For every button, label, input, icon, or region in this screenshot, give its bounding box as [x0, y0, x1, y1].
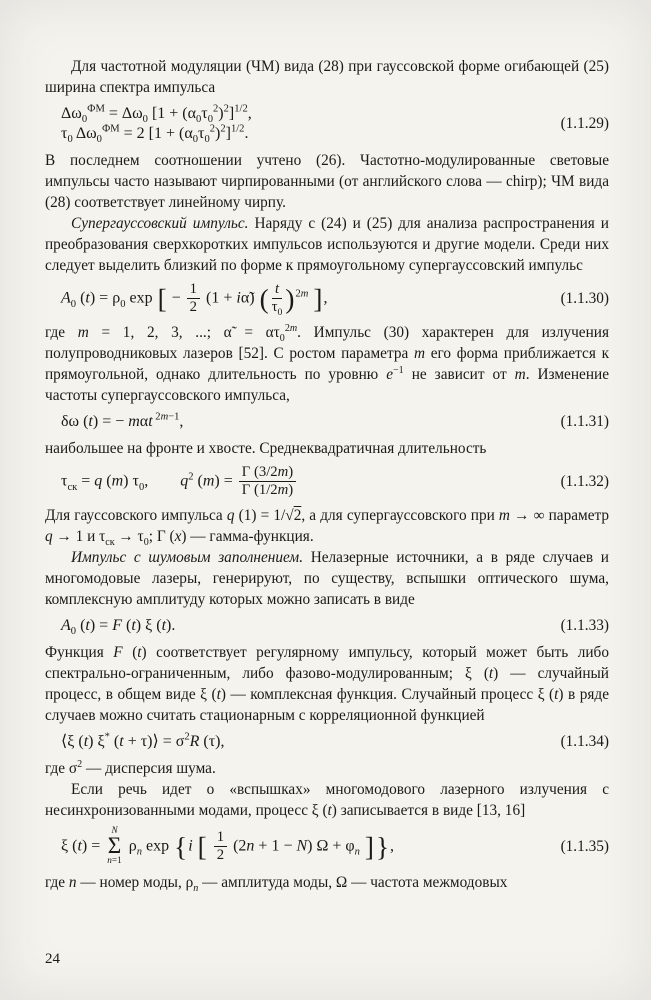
equation-1-1-30	[45, 281, 609, 319]
equation-formula: $\Delta\omega_0^{ФМ} = \Delta\omega_0$ $[1 + (\alpha_0\tau_0^2)^2]^{1/2}$, $\tau_0$ $\Delta\omega_0^{ФМ} = 2$ $[1 + (\alpha_0\tau_0^2)^2]^{1/2}$.	[61, 103, 252, 146]
paragraph: Для гауссовского импульса q (1) = 1/√2, а для супергауссовского при m → ∞ параметр q → 1 и $\tau_{ск} \to \tau_0$; Γ (x) — гамма-функция.	[45, 506, 610, 548]
equation-number: (1.1.34)	[560, 732, 609, 750]
paragraph: где $\sigma^2$ — дисперсия шума.	[45, 758, 216, 777]
equation-formula: δω (t) = − mαt $^{2m-1}$,	[61, 411, 184, 430]
paragraph: где n — номер моды, $\rho_n$ — амплитуда моды, Ω — частота межмодовых	[45, 874, 508, 895]
paragraph: Супергауссовский импульс. Наряду с (24) и (25) для анализа распространения и преобразования сверхкоротких импульсов используются и другие модели. Среди них следует выделить близкий по форме к прямоугольному супергауссовский импульс	[45, 215, 609, 274]
page-number: 24	[45, 951, 60, 967]
equation-number: (1.1.33)	[560, 616, 609, 634]
equation-1-1-32	[45, 465, 609, 499]
paragraph: Если речь идет о «вспышках» многомодового лазерного излучения с несинхронизованными модами, процесс ξ (t) записывается в виде [13, 16]	[45, 780, 609, 819]
equation-1-1-31	[45, 412, 609, 432]
equation-formula: ⟨ξ (t) ξ* (t + τ)⟩ = $\sigma^2R$ (τ),	[61, 731, 225, 750]
paragraph: Импульс с шумовым заполнением. Нелазерные источники, а в ряде случаев и многомодовые лазеры, генерируют, по существу, вспышки оптического шума, комплексную амплитуду которых можно записать в виде	[45, 548, 609, 608]
paragraph: Для частотной модуляции (ЧМ) вида (28) при гауссовской форме огибающей (25) ширина спектра импульса	[45, 58, 609, 96]
equation-1-1-33	[45, 616, 609, 636]
equation-number: (1.1.31)	[560, 412, 609, 430]
paragraph: где m = 1, 2, 3, ...; α̃ = $\alpha\tau_0^{2m}$. Импульс (30) характерен для излучения полупроводниковых лазеров [52]. С ростом параметра m его форма приближается к прямоугольной, однако длительность по уровню $e^{-1}$ не зависит от m. Изменение частоты супергауссовского импульса,	[45, 322, 609, 404]
equation-number: (1.1.32)	[560, 472, 609, 490]
equation-1-1-35	[45, 827, 609, 866]
equation-formula: $A_0$ (t) = F (t) ξ (t).	[61, 616, 176, 637]
equation-number: (1.1.35)	[560, 837, 609, 855]
paragraph: Функция F (t) соответствует регулярному импульсу, который может быть либо спектрально-ограниченным, либо фазово-модулированным; ξ (t) — случайный процесс, в общем виде ξ (t) — комплексная функция. Случайный процесс ξ (t) в ряде случаев можно считать стационарным с корреляционной функцией	[45, 643, 609, 724]
equation-1-1-34	[45, 732, 609, 752]
equation-formula: ξ (t) = N Σ n=1 $\rho_n$ exp {i [ $\frac{1}{2}$ (2n + 1 − N) $\Omega + \varphi_n$ ]},	[61, 825, 395, 866]
equation-1-1-29	[45, 104, 609, 144]
paragraph: наибольшее на фронте и хвосте. Среднеквадратичная длительность	[45, 439, 487, 457]
equation-formula: $\tau_{ск} = q$ (m) $\tau_0$, $q^2$ (m) = $\frac{\Gamma (3/2m)}{\Gamma (1/2m)}$	[45, 465, 553, 499]
equation-number: (1.1.30)	[560, 289, 609, 307]
equation-formula: $A_0$ $(t) = \rho_0$ exp [ − $\frac{1}{2}$ (1 + iα̃) ( $\frac{t}{\tau_0}$ )$^{2m}$ ],	[61, 281, 328, 319]
page-content	[45, 56, 609, 893]
equation-number: (1.1.29)	[560, 115, 609, 132]
paragraph: В последнем соотношении учтено (26). Частотно-модулированные световые импульсы часто называют чирпированными (от английского слова — chirp); ЧМ вида (28) соответствует линейному чирпу.	[45, 152, 609, 211]
